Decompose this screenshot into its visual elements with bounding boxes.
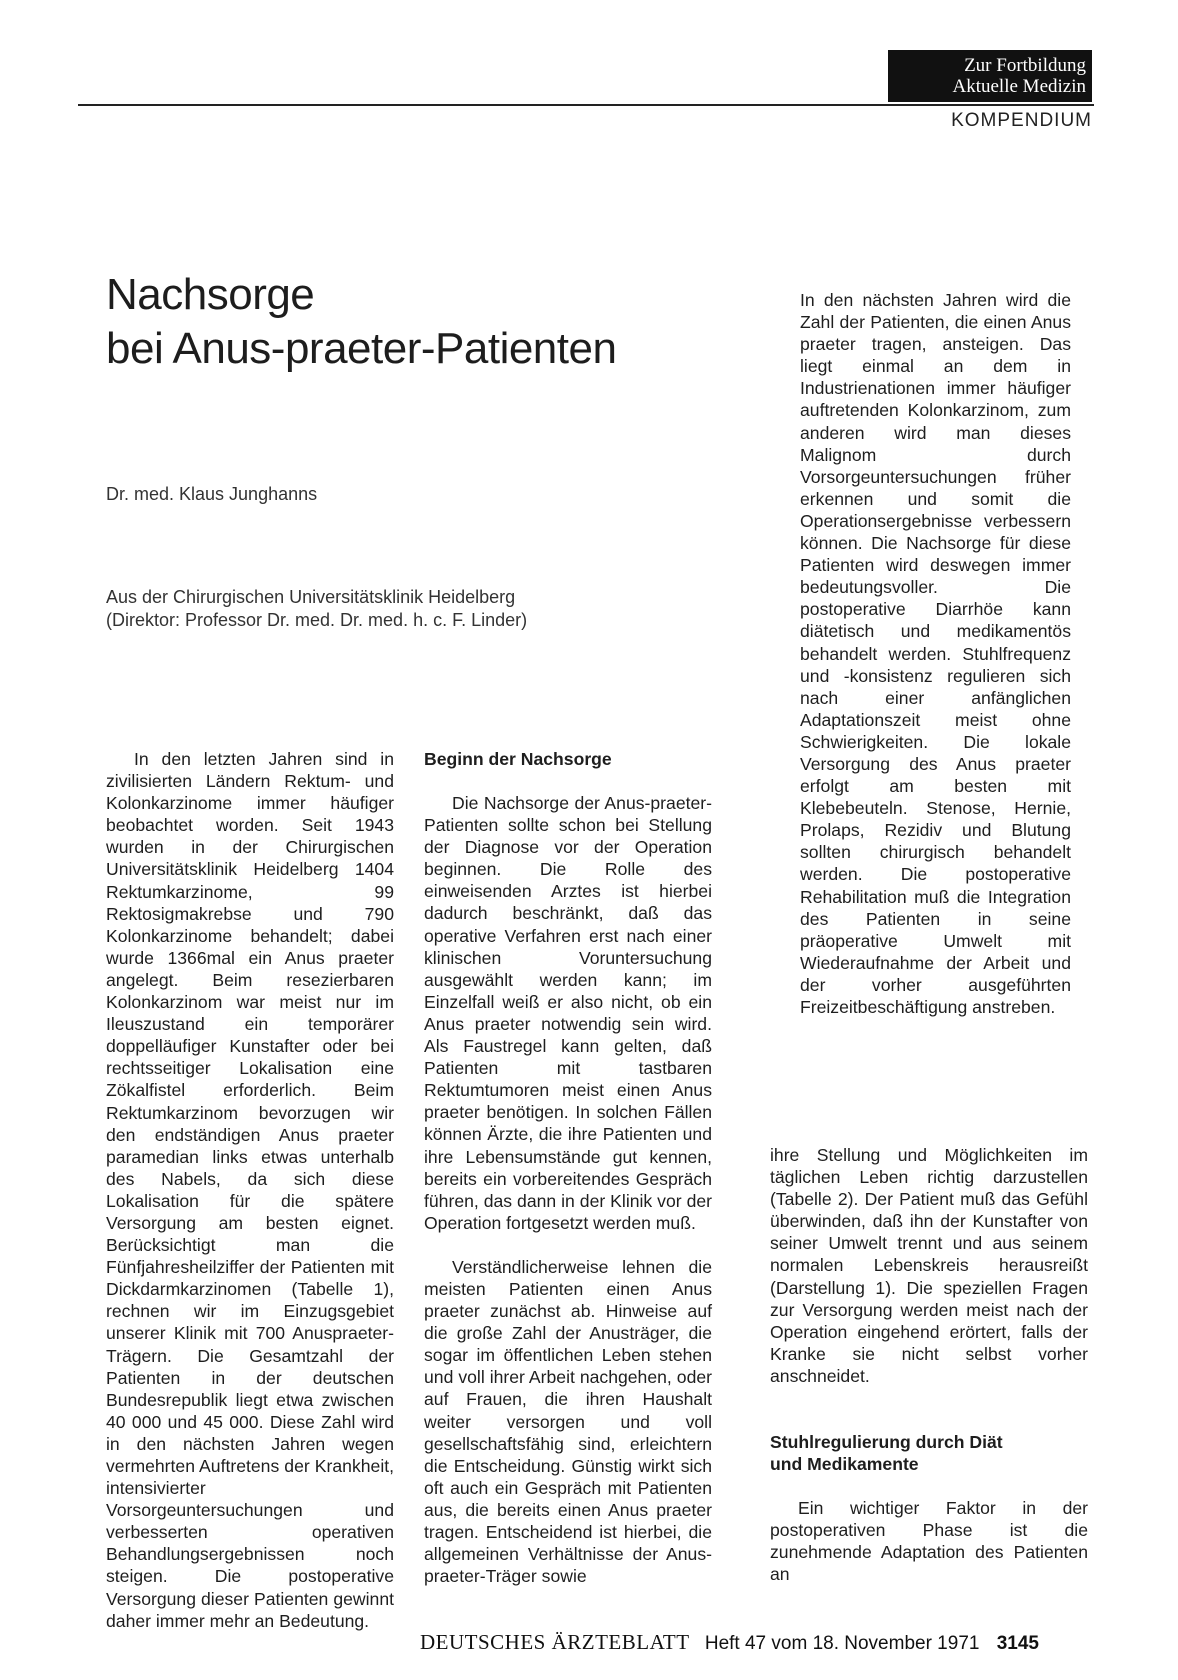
affiliation-line-1: Aus der Chirurgischen Universitätsklinik Heidelberg	[106, 587, 516, 607]
column-2-paragraph-1: Die Nachsorge der Anus-praeter-Patienten sollte schon bei Stellung der Diagnose vor der Operation beginnen. Die Rolle des einweisenden Arztes ist hierbei dadurch beschränkt, daß das operative Verfahren erst nach einer klinischen Voruntersuchung ausgewählt werden kann; im Einzelfall weiß er also nicht, ob ein Anus praeter notwendig sein wird. Als Faustregel kann gelten, daß Patienten mit tastbaren Rektumtumoren meist einen Anus praeter benötigen. In solchen Fällen können Ärzte, die ihre Patienten und ihre Lebensumstände gut kennen, bereits ein vorbereitendes Gespräch führen, das dann in der Klinik vor der Operation fortgesetzt werden muß.	[424, 793, 712, 1233]
abstract-text: In den nächsten Jahren wird die Zahl der Patienten, die einen Anus praeter tragen, ansteigen. Das liegt einmal an dem in Industrienationen immer häufiger auftretenden Kolonkarzinom, zum anderen wird man dieses Malignom durch Vorsorgeuntersuchungen früher erkennen und somit die Operationsergebnisse verbessern können. Die Nachsorge für diese Patienten wird deswegen immer bedeutungsvoller. Die postoperative Diarrhöe kann diätetisch und medikamentös behandelt werden. Stuhlfrequenz und -konsistenz regulieren sich nach einer anfänglichen Adaptationszeit meist ohne Schwierigkeiten. Die lokale Versorgung des Anus praeter erfolgt am besten mit Klebebeuteln. Stenose, Hernie, Prolaps, Rezidiv und Blutung sollten chirurgisch behandelt werden. Die postoperative Rehabilitation muß die Integration des Patienten in seine präoperative Umwelt mit Wiederaufnahme der Arbeit und der vorher ausgeführten Freizeitbeschäftigung anstreben.	[800, 290, 1071, 1017]
page-footer	[420, 1630, 1039, 1655]
column-3	[770, 1144, 1088, 1585]
page-number: 3145	[996, 1633, 1040, 1654]
header-rule	[78, 104, 1094, 106]
heading-beginn-der-nachsorge: Beginn der Nachsorge	[424, 749, 612, 769]
column-3-paragraph-2: Ein wichtiger Faktor in der postoperativen Phase ist die zunehmende Adaptation des Patienten an	[770, 1498, 1088, 1585]
column-1	[106, 748, 394, 1632]
title-line-1: Nachsorge	[106, 270, 315, 319]
section-label: KOMPENDIUM	[951, 110, 1092, 131]
column-1-paragraph: In den letzten Jahren sind in zivilisierten Ländern Rektum- und Kolonkarzinome immer häufiger beobachtet worden. Seit 1943 wurden in der Chirurgischen Universitätsklinik Heidelberg 1404 Rektumkarzinome, 99 Rektosigmakrebse und 790 Kolonkarzinome behandelt; dabei wurde 1366mal ein Anus praeter angelegt. Beim resezierbaren Kolonkarzinom war meist nur im Ileuszustand ein temporärer doppelläufiger Kunstafter oder bei rechtsseitiger Lokalisation eine Zökalfistel erforderlich. Beim Rektumkarzinom bevorzugen wir den endständigen Anus praeter paramedian links etwas unterhalb des Nabels, da sich diese Lokalisation für die spätere Versorgung am besten eignet. Berücksichtigt man die Fünfjahresheilziffer der Patienten mit Dickdarmkarzinomen (Tabelle 1), rechnen wir im Einzugsgebiet unserer Klinik mit 700 Anuspraeter-Trägern. Die Gesamtzahl der Patienten in der deutschen Bundesrepublik liegt etwa zwischen 40 000 und 45 000. Diese Zahl wird in den nächsten Jahren wegen vermehrten Auftretens der Krankheit, intensivierter Vorsorgeuntersuchungen und verbesserten operativen Behandlungsergebnissen noch steigen. Die postoperative Versorgung dieser Patienten gewinnt daher immer mehr an Bedeutung.	[106, 749, 394, 1631]
author: Dr. med. Klaus Junghanns	[106, 484, 318, 504]
badge-line-1: Zur Fortbildung	[964, 55, 1086, 76]
affiliation	[106, 586, 527, 632]
affiliation-line-2: (Direktor: Professor Dr. med. Dr. med. h. c. F. Linder)	[106, 610, 528, 630]
heading-line-2: und Medikamente	[770, 1454, 919, 1475]
section-badge	[888, 50, 1092, 102]
heading-line-1: Stuhlregulierung durch Diät	[770, 1432, 1003, 1453]
abstract	[800, 289, 1071, 1018]
heading-stuhlregulierung	[770, 1431, 1088, 1475]
column-3-paragraph-1: ihre Stellung und Möglichkeiten im täglichen Leben richtig darzustellen (Tabelle 2). Der Patient muß das Gefühl überwinden, daß ihn der Kunstafter von seiner Umwelt trennt und aus seinem normalen Lebenskreis herausreißt (Darstellung 1). Die speziellen Fragen zur Versorgung werden meist nach der Operation eingehend erörtert, falls der Kranke sie nicht selbst vorher anschneidet.	[770, 1145, 1088, 1386]
column-2-paragraph-2: Verständlicherweise lehnen die meisten Patienten einen Anus praeter zunächst ab. Hinweise auf die große Zahl der Anusträger, die sogar im öffentlichen Leben stehen und voll ihrer Arbeit nachgehen, oder auf Frauen, die ihren Haushalt weiter versorgen und voll gesellschaftsfähig sind, erleichtern die Entscheidung. Günstig wirkt sich oft auch ein Gespräch mit Patienten aus, die bereits einen Anus praeter tragen. Entscheidend ist hierbei, die allgemeinen Verhältnisse der Anus-praeter-Träger sowie	[424, 1256, 712, 1587]
column-2	[424, 748, 712, 1587]
journal-name: DEUTSCHES ÄRZTEBLATT	[420, 1630, 690, 1654]
badge-line-2: Aktuelle Medizin	[952, 76, 1086, 97]
title-line-2: bei Anus-praeter-Patienten	[106, 324, 617, 373]
article-title	[106, 268, 616, 376]
issue-info: Heft 47 vom 18. November 1971	[704, 1633, 980, 1654]
